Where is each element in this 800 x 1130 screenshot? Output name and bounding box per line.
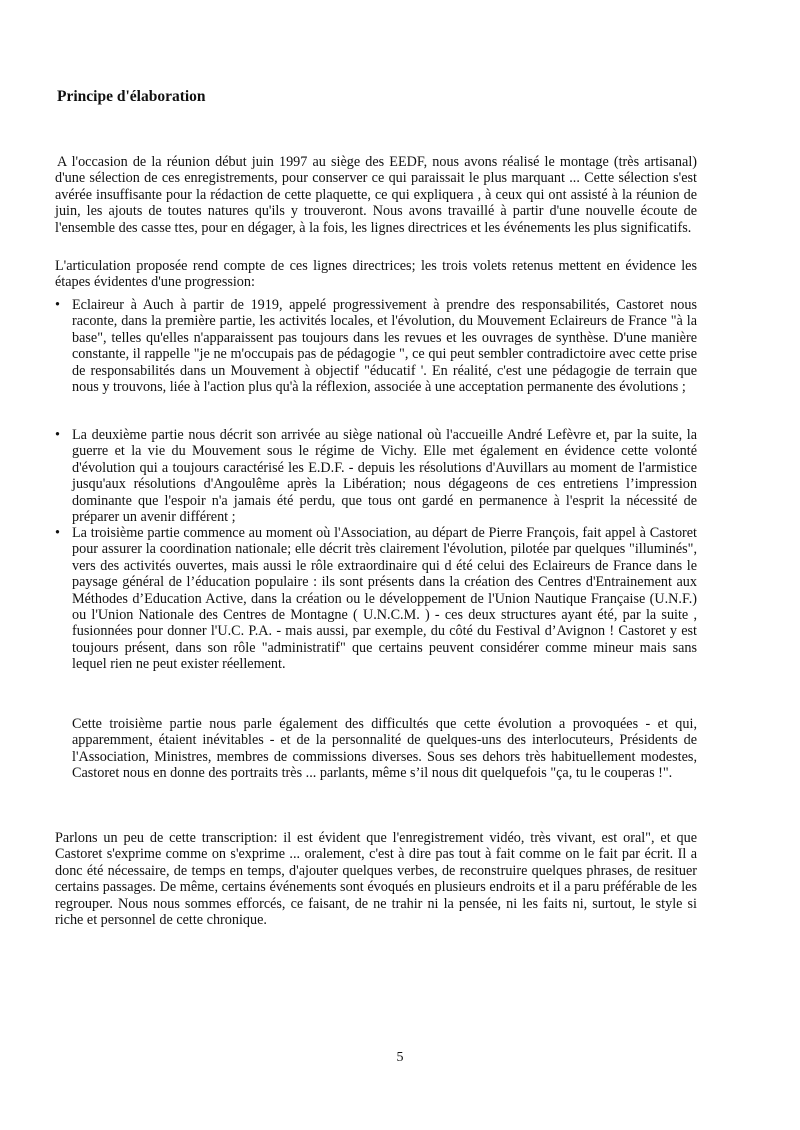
bullet-text: La troisième partie commence au moment où l'Association, au départ de Pierre François, fait appel à Castoret pour assurer la coordination nationale; elle décrit très clairement l'évolution, pilotée par quelques "illuminés", vers des activités ouvertes, mais aussi le rôle extraordinaire qui d été celui des Eclaireurs de France dans le paysage général de l’éducation populaire : ils sont présents dans la création des Centres d'Entrainement aux Méthodes d’Education Active, dans la création ou le développement de l'Union Nautique Française (U.N.F.) ou l'Union Nationale des Centres de Montagne ( U.N.C.M. ) - ces deux structures ayant été, par la suite , fusionnées pour donner l'U.C. P.A. - mais aussi, par exemple, du côté du Festival d’Avignon ! Castoret y est toujours présent, dans son rôle "administratif" que certains peuvent considérer comme mineur mais sans lequel rien ne peut exister réellement.: [72, 525, 697, 673]
bullet-item-part-three: [55, 525, 697, 673]
page-number: 5: [396, 1050, 404, 1065]
bullet-text: Eclaireur à Auch à partir de 1919, appelé progressivement à prendre des responsabilités, Castoret nous raconte, dans la première partie, les activités locales, et l'évolution, du Mouvement Eclaireurs de France "à la base", telles qu'elles n'apparaissent pas toujours dans les revues et les ouvrages de synthèse. D'une manière constante, il rappelle "je ne m'occupais pas de pédagogie ", ce qui peut sembler contradictoire avec cette prise de responsabilités dans un Mouvement à objectif "éducatif '. En réalité, c'est une pédagogie de terrain que nous y trouvons, liée à l'action plus qu'à la réflexion, associée à une acceptation permanente des évolutions ;: [72, 297, 697, 396]
third-part-paragraph: Cette troisième partie nous parle également des difficultés que cette évolution a provoquées - et qui, apparemment, étaient inévitables - et de la personnalité de quelques-uns des interlocuteurs, Présidents de l'Association, Ministres, membres de commissions diverses. Sous ses dehors très habituellement modestes, Castoret nous en donne des portraits très ... parlants, même s’il nous dit quelquefois "ça, tu le couperas !".: [72, 716, 697, 782]
bullet-item-part-one: [55, 297, 697, 427]
section-heading: Principe d'élaboration: [57, 88, 206, 105]
bullet-marker: •: [55, 525, 60, 541]
transcription-paragraph: Parlons un peu de cette transcription: il est évident que l'enregistrement vidéo, très vivant, est oral", et que Castoret s'exprime comme on s'exprime ... oralement, c'est à dire pas tout à fait comme on le fait par écrit. Il a donc été nécessaire, de temps en temps, d'ajouter quelques verbes, de reconstruire quelques phrases, de resituer certains passages. De même, certains événements sont évoqués en plusieurs endroits et il a paru préférable de les regrouper. Nous nous sommes efforcés, ce faisant, de ne trahir ni la pensée, ni les faits ni, surtout, le style si riche et personnel de cette chronique.: [55, 830, 697, 929]
articulation-paragraph: L'articulation proposée rend compte de ces lignes directrices; les trois volets retenus mettent en évidence les étapes évidentes d'une progression:: [55, 258, 697, 291]
intro-paragraph: A l'occasion de la réunion début juin 1997 au siège des EEDF, nous avons réalisé le montage (très artisanal) d'une sélection de ces enregistrements, pour conserver ce qui paraissait le plus marquant ... Cette sélection s'est avérée insuffisante pour la rédaction de cette plaquette, ce qui expliquera , à ceux qui ont assisté à la réunion de juin, les ajouts de toutes natures qu'ils y trouveront. Nous avons travaillé à partir d'une nouvelle écoute de l'ensemble des casse ttes, pour en dégager, à la fois, les lignes directrices et les événements les plus significatifs.: [55, 154, 697, 236]
bullet-marker: •: [55, 297, 60, 313]
bullet-marker: •: [55, 427, 60, 443]
bullet-text: La deuxième partie nous décrit son arrivée au siège national où l'accueille André Lefèvre et, par la suite, la guerre et la vie du Mouvement sous le régime de Vichy. Elle met également en évidence cette volonté d'évolution qui a toujours caractérisé les E.D.F. - depuis les résolutions d'Auvillars au moment de l'armistice jusqu'aux résolutions d'Angoulême après la Libération; nous dégageons de ces entretiens l’impression dominante que l'espoir n'a jamais été perdu, que tous ont gardé en permanence à l'esprit la nécessité de préparer un avenir différent ;: [72, 427, 697, 526]
parts-bullet-list: [55, 297, 697, 673]
bullet-item-part-two: [55, 427, 697, 525]
